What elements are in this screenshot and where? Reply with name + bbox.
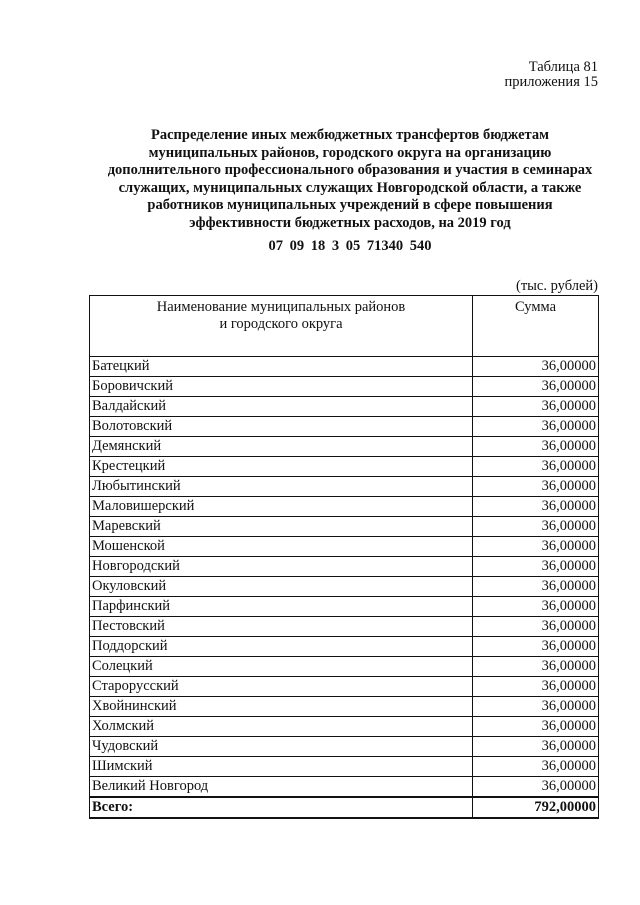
column-header-sum: Сумма [473, 296, 599, 357]
district-name: Новгородский [90, 557, 473, 577]
district-sum: 36,00000 [473, 757, 599, 777]
district-name: Любытинский [90, 477, 473, 497]
district-name: Великий Новгород [90, 777, 473, 798]
table-reference [505, 60, 598, 90]
table-row [90, 777, 599, 798]
district-name: Пестовский [90, 617, 473, 637]
table-row [90, 537, 599, 557]
allocation-table [89, 295, 599, 819]
district-sum: 36,00000 [473, 737, 599, 757]
title-line: дополнительного профессионального образования и участия в семинарах [107, 162, 593, 178]
table-row [90, 457, 599, 477]
district-name: Поддорский [90, 637, 473, 657]
district-sum: 36,00000 [473, 517, 599, 537]
table-row [90, 717, 599, 737]
total-sum: 792,00000 [473, 797, 599, 818]
table-row [90, 757, 599, 777]
table-row [90, 637, 599, 657]
district-sum: 36,00000 [473, 597, 599, 617]
district-sum: 36,00000 [473, 357, 599, 377]
column-header-name-line2: и городского округа [219, 316, 343, 332]
district-name: Шимский [90, 757, 473, 777]
appendix-number: приложения 15 [504, 74, 598, 90]
district-sum: 36,00000 [473, 397, 599, 417]
table-row [90, 437, 599, 457]
document-title [60, 127, 640, 232]
table-row [90, 597, 599, 617]
district-sum: 36,00000 [473, 577, 599, 597]
district-sum: 36,00000 [473, 677, 599, 697]
district-name: Боровичский [90, 377, 473, 397]
table-row [90, 697, 599, 717]
district-sum: 36,00000 [473, 537, 599, 557]
district-sum: 36,00000 [473, 497, 599, 517]
district-name: Чудовский [90, 737, 473, 757]
district-name: Валдайский [90, 397, 473, 417]
table-row [90, 417, 599, 437]
district-sum: 36,00000 [473, 697, 599, 717]
district-name: Демянский [90, 437, 473, 457]
district-sum: 36,00000 [473, 777, 599, 798]
district-name: Маревский [90, 517, 473, 537]
district-name: Парфинский [90, 597, 473, 617]
table-row [90, 477, 599, 497]
table-row [90, 357, 599, 377]
district-name: Хвойнинский [90, 697, 473, 717]
title-line: эффективности бюджетных расходов, на 2019 год [189, 214, 511, 231]
title-line: Распределение иных межбюджетных трансфертов бюджетам [151, 127, 549, 143]
district-sum: 36,00000 [473, 477, 599, 497]
district-sum: 36,00000 [473, 417, 599, 437]
table-number: Таблица 81 [528, 59, 598, 75]
table-row [90, 577, 599, 597]
district-name: Старорусский [90, 677, 473, 697]
column-header-name-line1: Наименование муниципальных районов [156, 299, 406, 315]
title-line: работников муниципальных учреждений в сфере повышения [147, 197, 553, 213]
district-sum: 36,00000 [473, 377, 599, 397]
district-name: Волотовский [90, 417, 473, 437]
total-row [90, 797, 599, 818]
table-row [90, 377, 599, 397]
district-name: Маловишерский [90, 497, 473, 517]
district-name: Солецкий [90, 657, 473, 677]
district-sum: 36,00000 [473, 457, 599, 477]
table-header-row [90, 296, 599, 357]
title-line: служащих, муниципальных служащих Новгородской области, а также [118, 179, 582, 196]
district-name: Батецкий [90, 357, 473, 377]
district-sum: 36,00000 [473, 557, 599, 577]
table-row [90, 497, 599, 517]
budget-classification-code: 07 09 18 3 05 71340 540 [268, 238, 432, 254]
district-sum: 36,00000 [473, 717, 599, 737]
title-line: муниципальных районов, городского округа на организацию [148, 144, 552, 161]
table-row [90, 557, 599, 577]
district-name: Окуловский [90, 577, 473, 597]
units-note: (тыс. рублей) [516, 278, 598, 294]
district-sum: 36,00000 [473, 657, 599, 677]
district-sum: 36,00000 [473, 617, 599, 637]
column-header-name [90, 296, 473, 357]
district-name: Холмский [90, 717, 473, 737]
table-row [90, 657, 599, 677]
total-label: Всего: [90, 797, 473, 818]
table-row [90, 517, 599, 537]
district-sum: 36,00000 [473, 637, 599, 657]
district-sum: 36,00000 [473, 437, 599, 457]
table-row [90, 677, 599, 697]
table-row [90, 397, 599, 417]
table-row [90, 737, 599, 757]
district-name: Мошенской [90, 537, 473, 557]
district-name: Крестецкий [90, 457, 473, 477]
table-row [90, 617, 599, 637]
